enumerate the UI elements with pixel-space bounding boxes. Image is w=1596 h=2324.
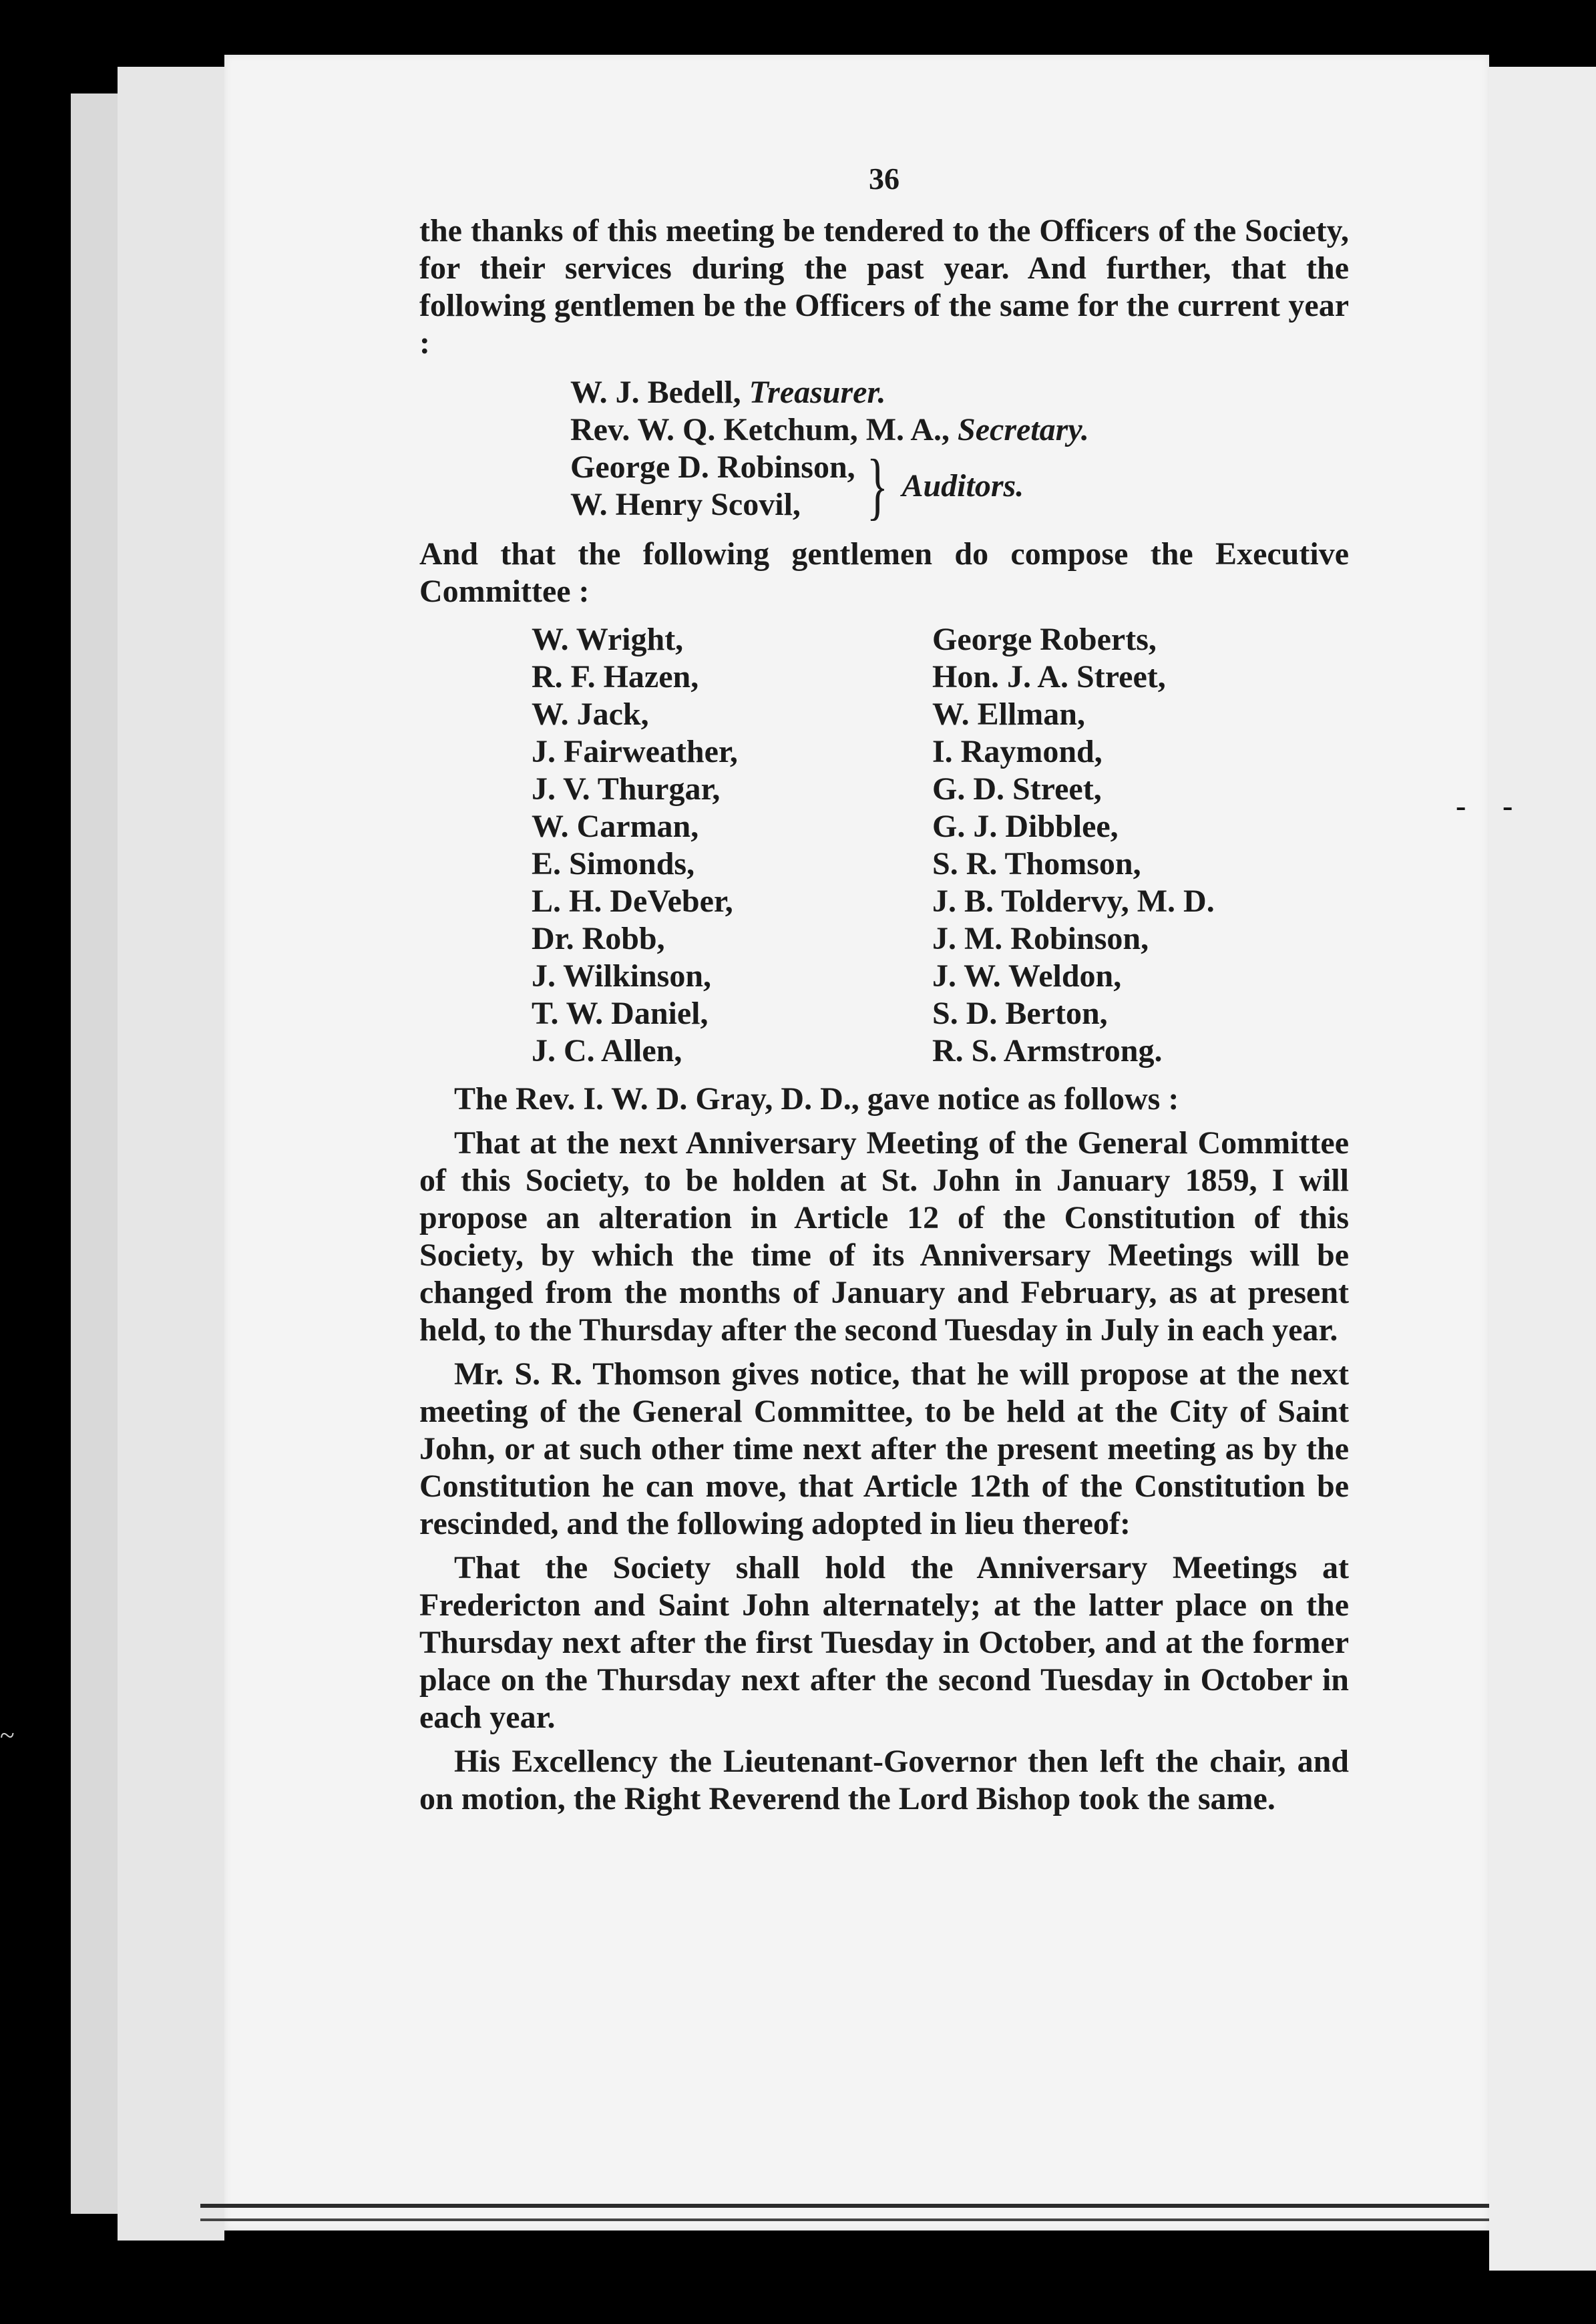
- closing-paragraph: His Excellency the Lieutenant-Governor then left the chair, and on motion, the Right Reverend the Lord Bishop took the same.: [419, 1744, 1349, 1816]
- committee-member: R. S. Armstrong.: [932, 1033, 1163, 1069]
- brace-symbol: }: [866, 445, 888, 528]
- committee-member: J. Fairweather,: [532, 734, 738, 769]
- page-text: [419, 160, 1349, 1818]
- committee-member: J. W. Weldon,: [932, 958, 1122, 994]
- committee-member: L. H. DeVeber,: [532, 884, 733, 919]
- treasurer-name: W. J. Bedell,: [570, 375, 741, 410]
- opening-paragraph: the thanks of this meeting be tendered to the Officers of the Society, for their services during the past year. And further, that the following gentlemen be the Officers of the same for the current year :: [419, 213, 1349, 361]
- page-number: 36: [869, 162, 900, 196]
- committee-member: G. J. Dibblee,: [932, 809, 1119, 844]
- back-page-edge: [71, 93, 118, 2214]
- committee-member: J. Wilkinson,: [532, 958, 712, 994]
- auditor-name: W. Henry Scovil,: [570, 487, 801, 522]
- committee-member: I. Raymond,: [932, 734, 1103, 769]
- officers-list: [570, 374, 1349, 528]
- committee-member: E. Simonds,: [532, 846, 695, 882]
- committee-member: T. W. Daniel,: [532, 996, 709, 1031]
- notice-paragraph: That the Society shall hold the Anniversary Meetings at Fredericton and Saint John alternately; at the latter place on the Thursday next after the first Tuesday in October, and at the former place on the Thursday next after the second Tuesday in October in each year.: [419, 1550, 1349, 1735]
- committee-member: J. M. Robinson,: [932, 921, 1149, 956]
- committee-member: George Roberts,: [932, 622, 1157, 657]
- committee-member: Dr. Robb,: [532, 921, 665, 956]
- auditors-role: Auditors.: [902, 468, 1024, 504]
- margin-mark: -: [1456, 789, 1466, 823]
- committee-member: G. D. Street,: [932, 771, 1102, 807]
- committee-member: S. R. Thomson,: [932, 846, 1141, 882]
- committee-member: Hon. J. A. Street,: [932, 659, 1166, 695]
- secretary-name: Rev. W. Q. Ketchum, M. A.,: [570, 412, 950, 447]
- committee-intro: And that the following gentlemen do compose the Executive Committee :: [419, 536, 1349, 609]
- back-page-edge-inner: [118, 67, 224, 2241]
- scan-smudge: ~: [0, 1720, 15, 1750]
- auditors-group: [570, 445, 1349, 528]
- committee-member: W. Jack,: [532, 697, 649, 732]
- margin-mark: -: [1503, 789, 1513, 823]
- committee-member: R. F. Hazen,: [532, 659, 699, 695]
- notice-paragraph: That at the next Anniversary Meeting of the General Committee of this Society, to be holden at St. John in January 1859, I will propose an alteration in Article 12 of the Constitution of this Society, by which the time of its Anniversary Meetings will be changed from the months of January and February, as at present held, to the Thursday after the second Tuesday in July in each year.: [419, 1125, 1349, 1348]
- auditor-name: George D. Robinson,: [570, 449, 855, 485]
- treasurer-role: Treasurer.: [749, 375, 886, 410]
- secretary-line: [570, 411, 1349, 449]
- page-bottom-edge: [200, 2204, 1489, 2208]
- page-bottom-edge-lower: [200, 2218, 1489, 2221]
- committee-member: J. V. Thurgar,: [532, 771, 721, 807]
- facing-page-edge: [1489, 67, 1596, 2271]
- committee-member: W. Wright,: [532, 622, 684, 657]
- committee-member: W. Carman,: [532, 809, 699, 844]
- notice-paragraph: Mr. S. R. Thomson gives notice, that he will propose at the next meeting of the General Committee, to be held at the City of Saint John, or at such other time next after the present meeting as by the Constitution he can move, that Article 12th of the Constitution be rescinded, and the following adopted in lieu thereof:: [419, 1356, 1349, 1541]
- committee-list: [532, 621, 1349, 1070]
- committee-member: S. D. Berton,: [932, 996, 1108, 1031]
- committee-member: J. C. Allen,: [532, 1033, 682, 1069]
- committee-member: W. Ellman,: [932, 697, 1085, 732]
- notice-intro: The Rev. I. W. D. Gray, D. D., gave notice as follows :: [454, 1081, 1179, 1117]
- committee-member: J. B. Toldervy, M. D.: [932, 884, 1215, 919]
- auditor-names: [570, 449, 855, 524]
- treasurer-line: [570, 374, 1349, 411]
- secretary-role: Secretary.: [958, 412, 1089, 447]
